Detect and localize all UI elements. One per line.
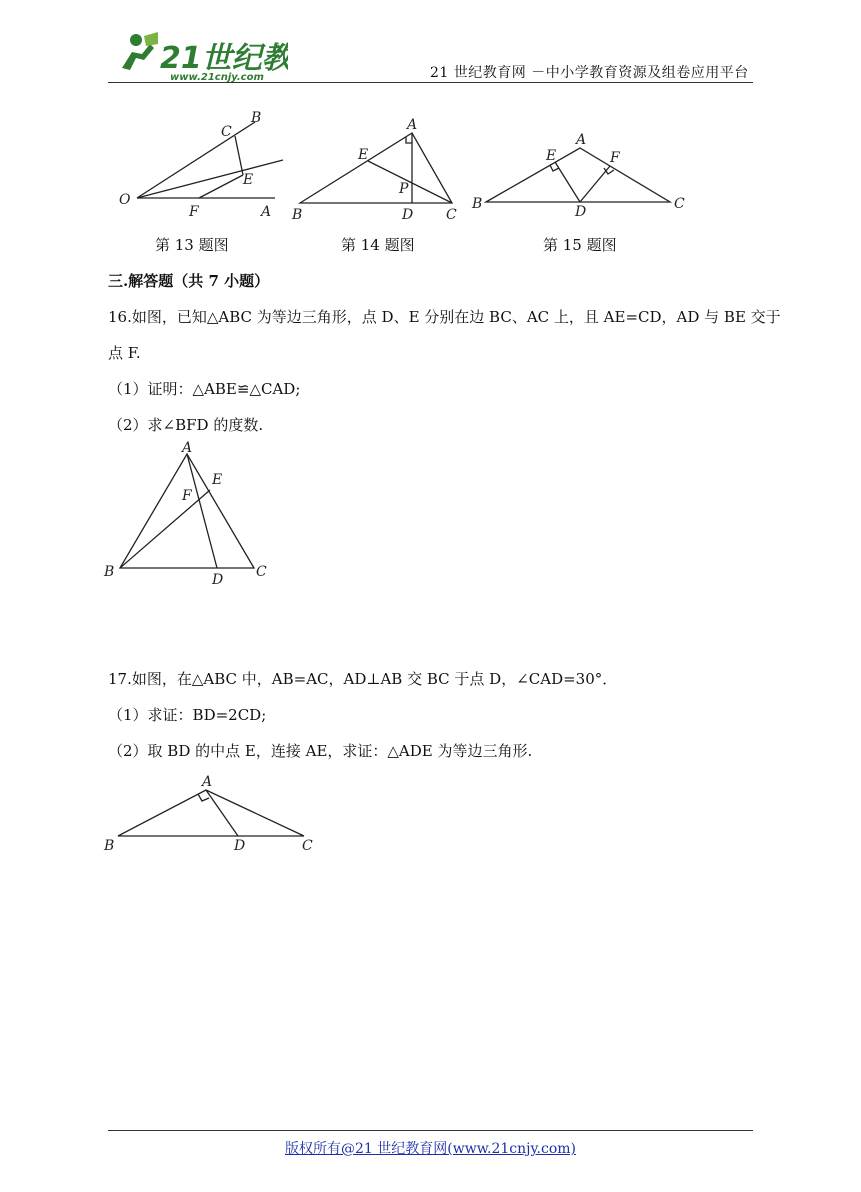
figure-17 [102,770,322,860]
label-d: D [234,838,246,854]
label-e: E [243,172,254,188]
label-d: D [212,572,224,588]
label-b: B [292,207,303,223]
label-d: D [575,204,587,220]
label-a: A [182,440,193,456]
label-o: O [119,192,131,208]
figure-14-caption: 第 14 题图 [341,236,415,254]
label-e: E [212,472,223,488]
figure-13 [115,108,290,223]
q16-part2: （2）求∠BFD 的度数. [108,416,264,434]
label-f: F [610,150,620,166]
q16-text-line2: 点 F. [108,344,141,362]
footer-copyright-link[interactable]: 版权所有@21 世纪教育网(www.21cnjy.com) [285,1141,576,1157]
footer-divider [108,1130,753,1131]
figure-14 [288,115,468,225]
label-a: A [261,204,272,220]
label-e: E [358,147,369,163]
label-c: C [446,207,457,223]
q17-part2: （2）取 BD 的中点 E，连接 AE，求证：△ADE 为等边三角形. [108,742,533,760]
q17-text-line1: 17.如图，在△ABC 中，AB=AC，AD⊥AB 交 BC 于点 D，∠CAD=30°． [108,670,618,688]
figure-15 [470,130,695,218]
runner-logo-icon [108,28,288,84]
label-e: E [546,148,557,164]
site-logo [108,28,288,84]
label-f: F [182,488,192,504]
label-c: C [256,564,267,580]
label-b: B [104,838,115,854]
header-site-title: 21 世纪教育网 －中小学教育资源及组卷应用平台 [430,65,749,81]
label-a: A [576,132,587,148]
label-b: B [104,564,115,580]
section-title: 三.解答题（共 7 小题） [108,272,270,290]
label-c: C [302,838,313,854]
figure-16 [102,438,282,588]
q16-text-line1: 16.如图，已知△ABC 为等边三角形，点 D、E 分别在边 BC、AC 上，且 AE=CD，AD 与 BE 交于 [108,308,781,326]
logo-url: www.21cnjy.com [170,72,264,83]
label-a: A [202,774,213,790]
label-p: P [399,181,409,197]
header-divider [108,82,753,83]
label-a: A [407,117,418,133]
label-b: B [251,110,262,126]
label-b: B [472,196,483,212]
label-c: C [674,196,685,212]
footer [0,1138,861,1158]
label-d: D [402,207,414,223]
figure-13-caption: 第 13 题图 [155,236,229,254]
q17-part1: （1）求证：BD=2CD; [108,706,267,724]
label-f: F [189,204,199,220]
figure-15-caption: 第 15 题图 [543,236,617,254]
logo-text: 21世纪 [160,41,262,76]
label-c: C [221,124,232,140]
q16-part1: （1）证明：△ABE≌△CAD; [108,380,301,398]
